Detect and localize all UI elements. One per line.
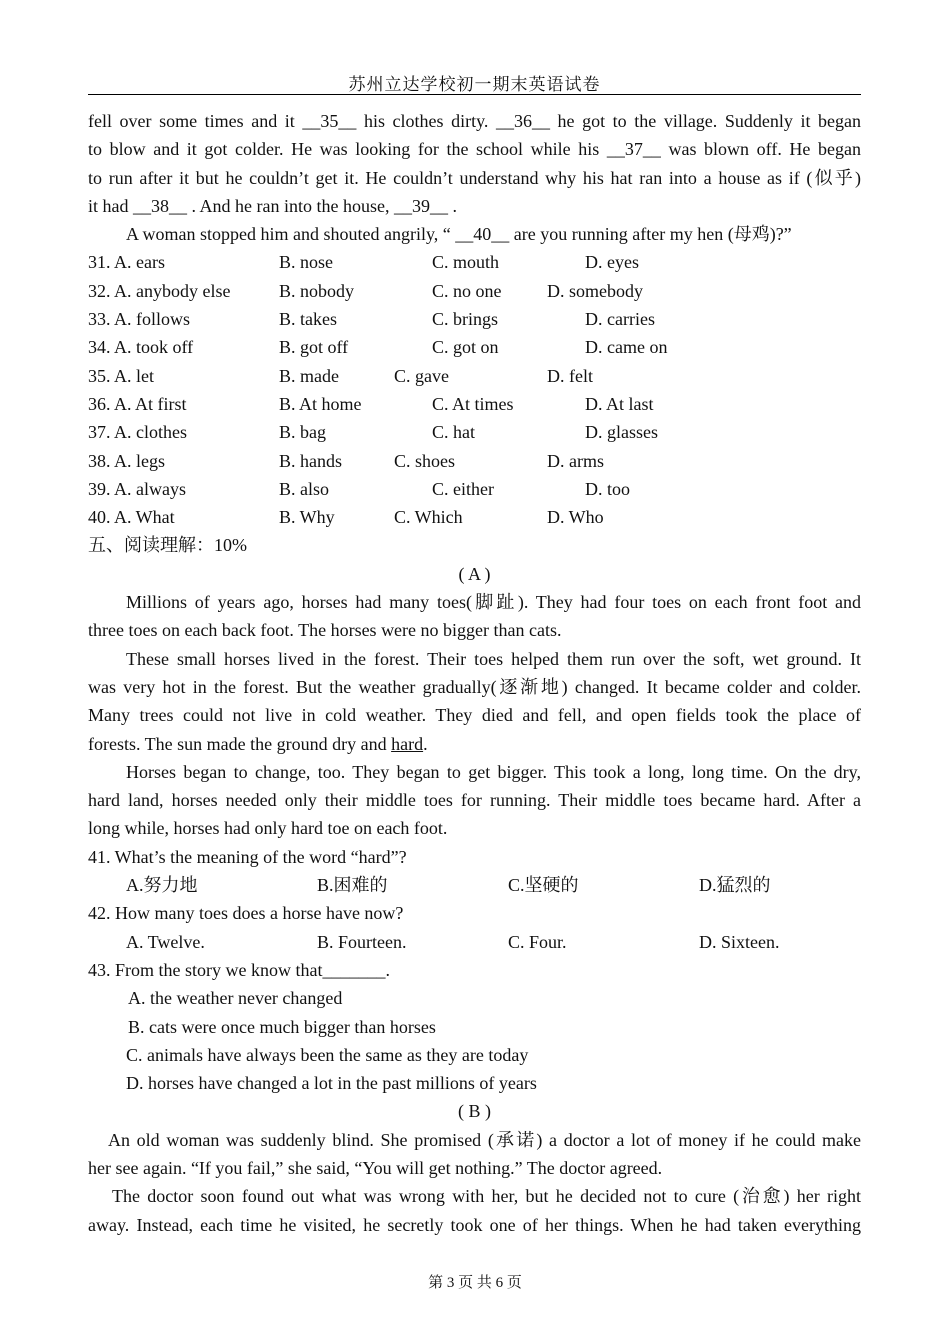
option-d: D. too [585, 478, 630, 499]
underlined-word: hard [391, 733, 424, 754]
option-a: 38. A. legs [88, 450, 166, 471]
option-c: C. hat [432, 422, 475, 443]
option-b: B. Why [279, 507, 335, 528]
option-a: 39. A. always [88, 478, 186, 499]
option-b: B. takes [279, 309, 337, 330]
passage-line: long while, horses had only hard toe on each foot. [88, 818, 448, 839]
option-b: B. hands [279, 450, 342, 471]
option-c: C. shoes [394, 450, 456, 471]
question-row [88, 390, 861, 418]
question-row [88, 277, 861, 305]
option-a: 34. A. took off [88, 337, 194, 358]
option-d: D. glasses [585, 422, 658, 443]
option-c: C.坚硬的 [508, 875, 579, 896]
option-d: D. eyes [585, 252, 639, 273]
section-title: 五、阅读理解：10% [88, 535, 247, 556]
option-a: A. the weather never changed [128, 988, 343, 1009]
option-b: B. also [279, 478, 330, 499]
question-row [88, 248, 861, 276]
passage-line: A woman stopped him and shouted angrily, “ __40__ are you running after my hen (母鸡)?” [126, 224, 792, 245]
question-row [88, 305, 861, 333]
question-row [88, 447, 861, 475]
question-options [88, 928, 861, 956]
option-a: 35. A. let [88, 365, 154, 386]
option-c: C. mouth [432, 252, 500, 273]
option-b: B. nobody [279, 280, 355, 301]
option-a: 33. A. follows [88, 309, 191, 330]
option-c: C. Four. [508, 931, 567, 952]
option-d: D. carries [585, 309, 655, 330]
option-b: B. bag [279, 422, 326, 443]
header-rule [88, 94, 861, 95]
option-b: B. At home [279, 393, 362, 414]
option-a: 37. A. clothes [88, 422, 187, 443]
passage-line [88, 730, 861, 758]
option-b: B. cats were once much bigger than horses [128, 1016, 436, 1037]
option-b: B.困难的 [317, 875, 388, 896]
option-a: 31. A. ears [88, 252, 165, 273]
passage-line: Many trees could not live in cold weather. They died and fell, and open fields took the place of [88, 705, 861, 726]
option-c: C. brings [432, 309, 499, 330]
option-c: C. At times [432, 393, 514, 414]
option-c: C. gave [394, 365, 449, 386]
passage-label: ( A ) [458, 563, 491, 584]
option-c: C. Which [394, 507, 463, 528]
option-d: D.猛烈的 [699, 875, 771, 896]
option-d: D. Sixteen. [699, 931, 780, 952]
question-stem: 43. From the story we know that_______. [88, 959, 390, 980]
question-options [88, 871, 861, 899]
passage-line: to blow and it got colder. He was looking for the school while his __37__ was blown off. He began [88, 139, 861, 160]
option-a: 36. A. At first [88, 393, 187, 414]
passage-line: was very hot in the forest. But the weather gradually(逐渐地) changed. It became colder and colder. [88, 676, 861, 697]
passage-label: ( B ) [458, 1101, 491, 1122]
option-d: D. felt [547, 365, 593, 386]
question-row [88, 418, 861, 446]
question-row [88, 475, 861, 503]
option-a: A.努力地 [126, 875, 198, 896]
passage-line: three toes on each back foot. The horses were no bigger than cats. [88, 620, 562, 641]
passage-line: hard land, horses needed only their middle toes for running. Their middle toes became hard. After a [88, 790, 861, 811]
passage-line: it had __38__ . And he ran into the house, __39__ . [88, 195, 457, 216]
option-c: C. got on [432, 337, 499, 358]
question-stem: 42. How many toes does a horse have now? [88, 903, 404, 924]
passage-line: These small horses lived in the forest. Their toes helped them run over the soft, wet ground. It [126, 648, 861, 669]
question-row [88, 362, 861, 390]
passage-line: Horses began to change, too. They began to get bigger. This took a long, long time. On the dry, [126, 761, 861, 782]
passage-line: to run after it but he couldn’t get it. He couldn’t understand why his hat ran into a house as if (似乎) [88, 167, 861, 188]
passage-line: An old woman was suddenly blind. She promised (承诺) a doctor a lot of money if he could make [108, 1129, 861, 1150]
option-d: D. somebody [547, 280, 643, 301]
page-footer: 第 3 页 共 6 页 [428, 1275, 522, 1291]
question-row [88, 333, 861, 361]
option-d: D. Who [547, 507, 604, 528]
question-row [88, 503, 861, 531]
option-c: C. either [432, 478, 494, 499]
option-d: D. arms [547, 450, 604, 471]
option-b: B. made [279, 365, 339, 386]
question-stem: 41. What’s the meaning of the word “hard”? [88, 846, 407, 867]
passage-line: The doctor soon found out what was wrong with her, but he decided not to cure (治愈) her right [112, 1186, 861, 1207]
option-d: D. At last [585, 393, 654, 414]
option-c: C. animals have always been the same as they are today [126, 1044, 529, 1065]
page-header: 苏州立达学校初一期末英语试卷 [348, 75, 601, 94]
option-d: D. horses have changed a lot in the past millions of years [126, 1073, 537, 1094]
passage-line: her see again. “If you fail,” she said, “You will get nothing.” The doctor agreed. [88, 1157, 663, 1178]
option-d: D. came on [585, 337, 668, 358]
page-content [88, 107, 861, 1239]
option-b: B. Fourteen. [317, 931, 407, 952]
option-a: A. Twelve. [126, 931, 205, 952]
option-a: 32. A. anybody else [88, 280, 231, 301]
passage-text: . [423, 733, 428, 754]
option-c: C. no one [432, 280, 502, 301]
option-b: B. got off [279, 337, 349, 358]
passage-line: away. Instead, each time he visited, he secretly took one of her things. When he had taken everything [88, 1214, 861, 1235]
option-a: 40. A. What [88, 507, 175, 528]
option-b: B. nose [279, 252, 333, 273]
passage-text: forests. The sun made the ground dry and [88, 733, 392, 754]
passage-line: fell over some times and it __35__ his clothes dirty. __36__ he got to the village. Suddenly it began [88, 111, 861, 131]
passage-line: Millions of years ago, horses had many toes(脚趾). They had four toes on each front foot and [126, 592, 861, 613]
